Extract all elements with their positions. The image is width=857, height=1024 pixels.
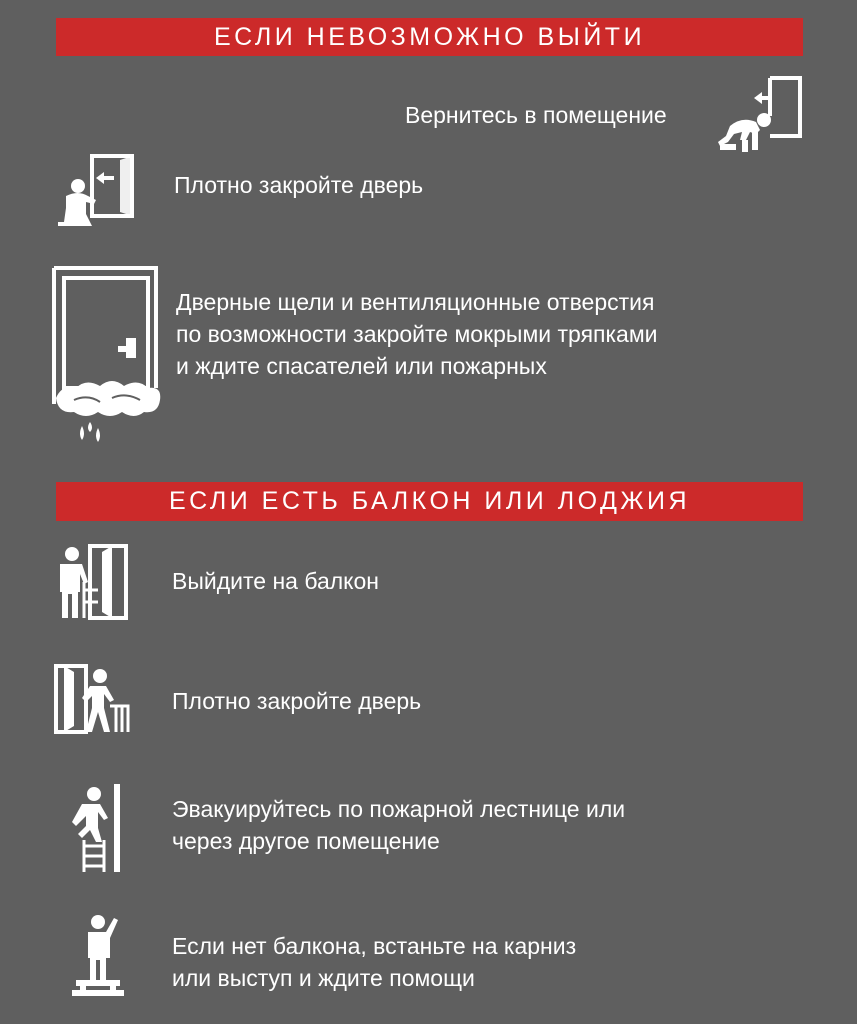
- fire-ladder-icon: [60, 782, 124, 874]
- instruction-line: Дверные щели и вентиляционные отверстия: [176, 289, 655, 315]
- section-title-no-exit: ЕСЛИ НЕВОЗМОЖНО ВЫЙТИ: [56, 18, 803, 56]
- instruction-close-door-2: Плотно закройте дверь: [172, 688, 422, 714]
- instruction-line: или выступ и ждите помощи: [172, 965, 475, 991]
- instruction-line: и ждите спасателей или пожарных: [176, 353, 547, 379]
- instruction-line: Если нет балкона, встаньте на карниз: [172, 933, 577, 959]
- section-title-balcony: ЕСЛИ ЕСТЬ БАЛКОН ИЛИ ЛОДЖИЯ: [56, 482, 803, 521]
- door-wet-rags-icon: [52, 266, 164, 446]
- instruction-line: по возможности закройте мокрыми тряпками: [176, 321, 658, 347]
- close-balcony-door-icon: [54, 664, 130, 736]
- instruction-go-to-balcony: Выйдите на балкон: [172, 568, 379, 594]
- instruction-return-to-room: Вернитесь в помещение: [405, 102, 667, 128]
- exit-to-balcony-icon: [54, 542, 130, 622]
- person-closing-door-icon: [56, 152, 140, 232]
- instruction-line: Эвакуируйтесь по пожарной лестнице или: [172, 796, 626, 822]
- instruction-close-door: Плотно закройте дверь: [174, 172, 424, 198]
- crawl-to-door-icon: [716, 74, 806, 158]
- instruction-line: через другое помещение: [172, 828, 440, 854]
- stand-on-ledge-icon: [70, 912, 126, 998]
